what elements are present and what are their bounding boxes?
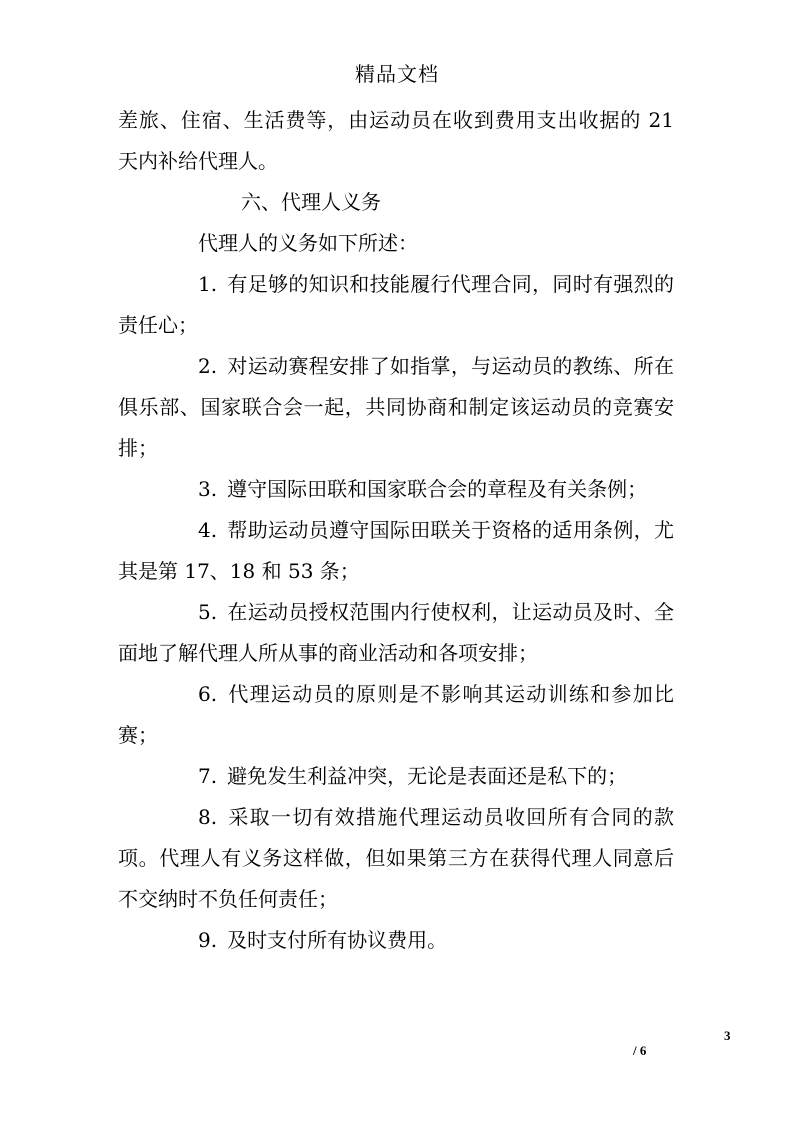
item-text: 有足够的知识和技能履行代理合同，同时有强烈的责任心；	[118, 272, 674, 337]
item-text: 代理运动员的原则是不影响其运动训练和参加比赛；	[118, 682, 674, 747]
obligation-item-9	[118, 920, 674, 961]
item-number: 9.	[198, 928, 218, 952]
obligation-item-2	[118, 346, 674, 469]
section-heading: 六、代理人义务	[241, 190, 381, 214]
item-text: 对运动赛程安排了如指掌，与运动员的教练、所在俱乐部、国家联合会一起，共同协商和制定该运动员的竞赛安排；	[118, 354, 674, 460]
page-number: 3	[724, 1028, 731, 1043]
obligation-item-3	[118, 469, 674, 510]
item-number: 3.	[198, 477, 218, 501]
total-pages: / 6	[633, 1043, 647, 1058]
obligation-item-4	[118, 510, 674, 592]
obligation-item-1	[118, 264, 674, 346]
obligation-item-8	[118, 797, 674, 920]
document-body	[118, 100, 674, 961]
obligation-item-7	[118, 756, 674, 797]
item-number: 1.	[198, 272, 218, 296]
header-title: 精品文档	[355, 62, 439, 86]
item-text: 帮助运动员遵守国际田联关于资格的适用条例，尤其是第 17、18 和 53 条；	[118, 518, 674, 583]
obligation-item-6	[118, 674, 674, 756]
continuation-paragraph: 差旅、住宿、生活费等，由运动员在收到费用支出收据的 21 天内补给代理人。	[118, 108, 674, 173]
document-header	[0, 60, 794, 88]
item-number: 4.	[198, 518, 218, 542]
item-number: 2.	[198, 354, 218, 378]
item-text: 及时支付所有协议费用。	[227, 928, 448, 952]
item-number: 6.	[198, 682, 218, 706]
item-text: 采取一切有效措施代理运动员收回所有合同的款项。代理人有义务这样做，但如果第三方在获得代理人同意后不交纳时不负任何责任；	[118, 805, 674, 911]
item-number: 8.	[198, 805, 218, 829]
item-number: 7.	[198, 764, 218, 788]
item-text: 遵守国际田联和国家联合会的章程及有关条例；	[227, 477, 648, 501]
obligation-item-5	[118, 592, 674, 674]
item-text: 在运动员授权范围内行使权利，让运动员及时、全面地了解代理人所从事的商业活动和各项安排；	[118, 600, 674, 665]
intro-paragraph: 代理人的义务如下所述：	[198, 231, 418, 255]
item-number: 5.	[198, 600, 218, 624]
item-text: 避免发生利益冲突，无论是表面还是私下的；	[227, 764, 628, 788]
